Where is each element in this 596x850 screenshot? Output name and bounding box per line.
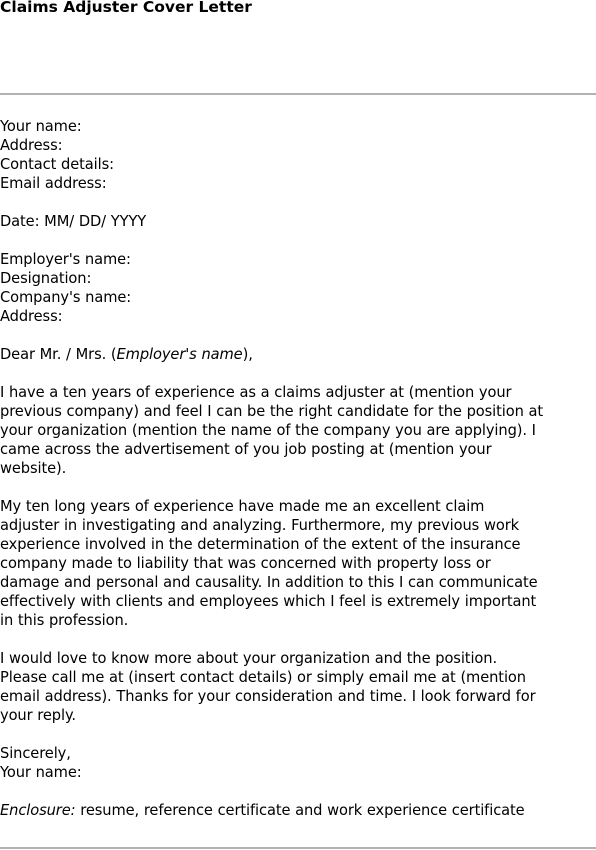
recipient-address-label: Address: <box>0 308 63 325</box>
date-line: Date: MM/ DD/ YYYY <box>0 213 147 230</box>
employer-name-label: Employer's name: <box>0 251 131 268</box>
paragraph-line: came across the advertisement of you job posting at (mention your <box>0 441 492 458</box>
enclosure-text: resume, reference certificate and work experience certificate <box>75 802 525 819</box>
paragraph-line: your reply. <box>0 707 76 724</box>
paragraph-line: website). <box>0 460 67 477</box>
sender-block <box>0 117 596 193</box>
salutation-placeholder: Employer's name <box>116 346 243 363</box>
paragraph-experience <box>0 383 596 478</box>
enclosure-line <box>0 801 596 820</box>
recipient-block <box>0 250 596 326</box>
designation-label: Designation: <box>0 270 92 287</box>
paragraph-line: I would love to know more about your organization and the position. <box>0 650 497 667</box>
paragraph-closing <box>0 649 596 725</box>
valediction: Sincerely, <box>0 745 71 762</box>
paragraph-line: I have a ten years of experience as a claims adjuster at (mention your <box>0 384 512 401</box>
paragraph-line: My ten long years of experience have made me an excellent claim <box>0 498 485 515</box>
salutation <box>0 345 596 364</box>
signature-block <box>0 744 596 782</box>
date-block <box>0 212 596 231</box>
paragraph-line: previous company) and feel I can be the right candidate for the position at <box>0 403 544 420</box>
sender-address-label: Address: <box>0 137 63 154</box>
paragraph-line: Please call me at (insert contact details) or simply email me at (mention <box>0 669 526 686</box>
paragraph-line: damage and personal and causality. In addition to this I can communicate <box>0 574 538 591</box>
paragraph-line: company made to liability that was concerned with property loss or <box>0 555 491 572</box>
salutation-line <box>0 345 596 364</box>
sender-contact-label: Contact details: <box>0 156 114 173</box>
document-title: Claims Adjuster Cover Letter <box>0 0 252 16</box>
paragraph-line: effectively with clients and employees which I feel is extremely important <box>0 593 537 610</box>
salutation-prefix: Dear Mr. / Mrs. ( <box>0 346 117 363</box>
bottom-divider <box>0 847 596 849</box>
paragraph-line: in this profession. <box>0 612 129 629</box>
signature-name-label: Your name: <box>0 764 82 781</box>
letter-body <box>0 117 596 820</box>
paragraph-line: email address). Thanks for your consideration and time. I look forward for <box>0 688 536 705</box>
enclosure-block <box>0 801 596 820</box>
enclosure-label: Enclosure: <box>0 802 76 819</box>
paragraph-line: experience involved in the determination of the extent of the insurance <box>0 536 521 553</box>
top-divider <box>0 93 596 95</box>
paragraph-line: your organization (mention the name of the company you are applying). I <box>0 422 536 439</box>
salutation-suffix: ), <box>242 346 253 363</box>
paragraph-skills <box>0 497 596 630</box>
sender-name-label: Your name: <box>0 118 82 135</box>
sender-email-label: Email address: <box>0 175 107 192</box>
company-name-label: Company's name: <box>0 289 132 306</box>
paragraph-line: adjuster in investigating and analyzing. Furthermore, my previous work <box>0 517 519 534</box>
